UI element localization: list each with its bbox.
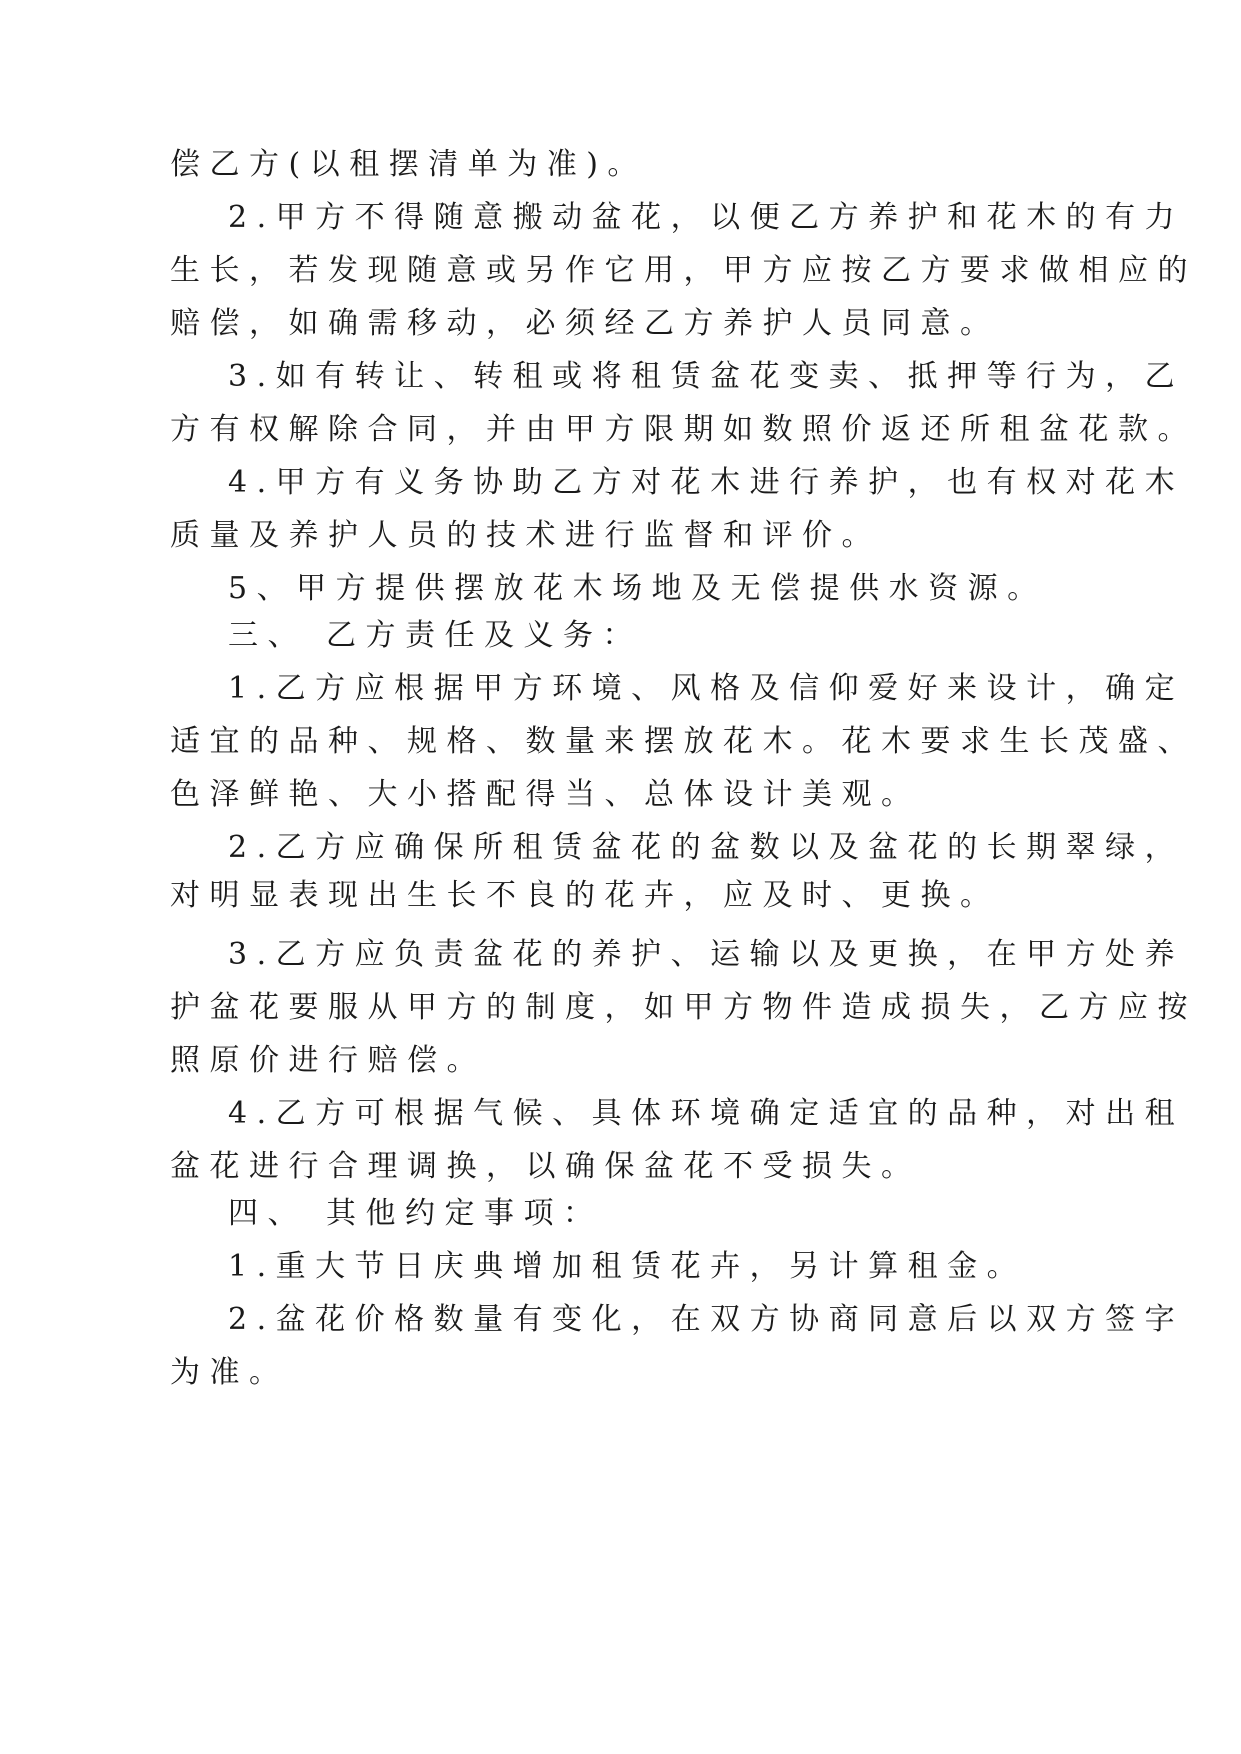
- text-line: 方有权解除合同，并由甲方限期如数照价返还所租盆花款。: [170, 412, 1197, 447]
- text-line: 色泽鲜艳、大小搭配得当、总体设计美观。: [170, 777, 921, 812]
- text-line: 2.甲方不得随意搬动盆花，以便乙方养护和花木的有力: [228, 200, 1185, 235]
- text-line: 3.乙方应负责盆花的养护、运输以及更换，在甲方处养: [228, 937, 1185, 972]
- text-line: 质量及养护人员的技术进行监督和评价。: [170, 518, 881, 553]
- text-line: 4.乙方可根据气候、具体环境确定适宜的品种，对出租: [228, 1096, 1185, 1131]
- text-line: 3.如有转让、转租或将租赁盆花变卖、抵押等行为，乙: [228, 359, 1185, 394]
- text-line: 5、甲方提供摆放花木场地及无偿提供水资源。: [228, 571, 1047, 606]
- text-line: 2.盆花价格数量有变化，在双方协商同意后以双方签字: [228, 1302, 1185, 1337]
- text-line: 赔偿，如确需移动，必须经乙方养护人员同意。: [170, 306, 1000, 341]
- text-line: 1.乙方应根据甲方环境、风格及信仰爱好来设计，确定: [228, 671, 1185, 706]
- section-heading: 三、 乙方责任及义务：: [228, 618, 643, 653]
- text-line: 1.重大节日庆典增加租赁花卉，另计算租金。: [228, 1249, 1027, 1284]
- text-line: 偿乙方(以租摆清单为准)。: [170, 147, 647, 182]
- text-line: 对明显表现出生长不良的花卉，应及时、更换。: [170, 878, 1000, 913]
- text-line: 生长，若发现随意或另作它用，甲方应按乙方要求做相应的: [170, 253, 1197, 288]
- text-line: 2.乙方应确保所租赁盆花的盆数以及盆花的长期翠绿，: [228, 830, 1185, 865]
- text-line: 照原价进行赔偿。: [170, 1043, 486, 1078]
- text-line: 4.甲方有义务协助乙方对花木进行养护，也有权对花木: [228, 465, 1185, 500]
- text-line: 适宜的品种、规格、数量来摆放花木。花木要求生长茂盛、: [170, 724, 1197, 759]
- text-line: 盆花进行合理调换，以确保盆花不受损失。: [170, 1149, 921, 1184]
- section-heading: 四、 其他约定事项：: [228, 1196, 603, 1231]
- text-line: 为准。: [170, 1355, 289, 1390]
- text-line: 护盆花要服从甲方的制度，如甲方物件造成损失，乙方应按: [170, 990, 1197, 1025]
